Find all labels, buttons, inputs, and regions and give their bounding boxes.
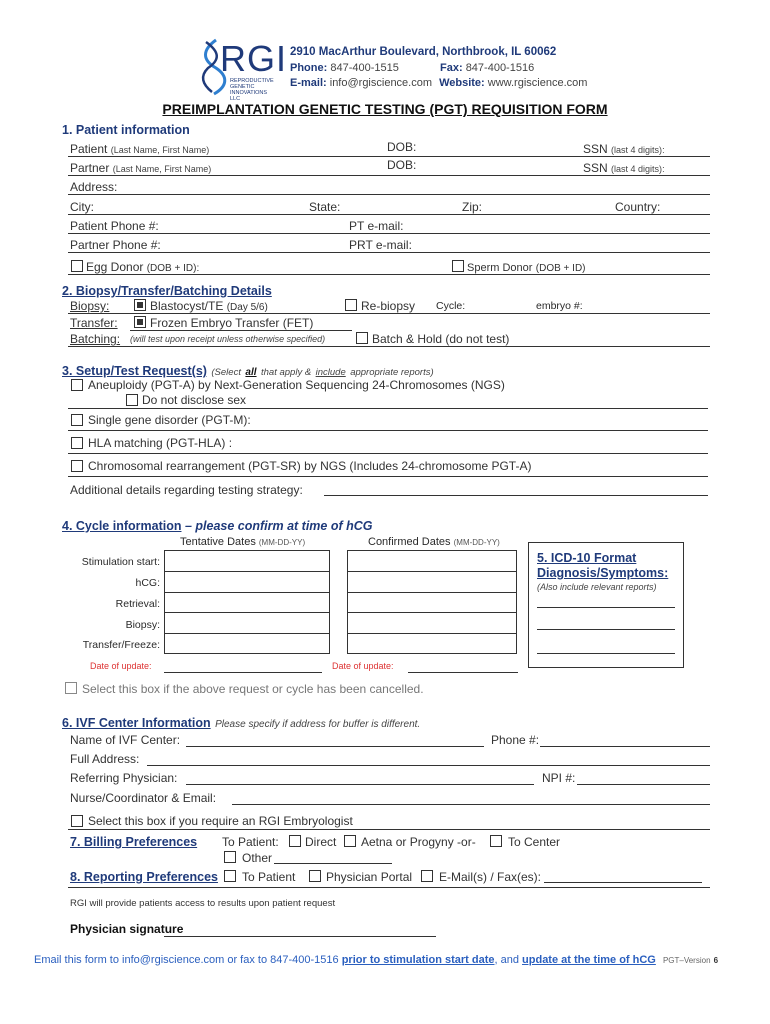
icd10-heading-a: 5. ICD-10 Format <box>537 551 637 565</box>
patient-ssn-label: SSN (last 4 digits): <box>583 142 665 156</box>
pgtsr-label: Chromosomal rearrangement (PGT-SR) by NGS (Includes 24-chromosome PGT-A) <box>88 459 532 473</box>
embryo-label: embryo #: <box>536 300 583 312</box>
city-line[interactable] <box>68 214 710 215</box>
batching-label: Batching: <box>70 332 121 346</box>
fax-label: Fax: <box>440 62 463 74</box>
ivf-center-label: Name of IVF Center: <box>70 733 181 747</box>
patient-name-label <box>70 142 209 156</box>
tentative-cell[interactable] <box>165 572 329 593</box>
tentative-header <box>180 536 305 548</box>
confirmed-dates-grid <box>347 550 517 654</box>
nurse-label: Nurse/Coordinator & Email: <box>70 791 217 805</box>
partner-ssn-label: SSN (last 4 digits): <box>583 161 665 175</box>
egg-donor-checkbox[interactable] <box>71 260 83 272</box>
logo-text: RGI <box>220 38 288 79</box>
physician-label: Referring Physician: <box>70 771 178 785</box>
transfer-label: Transfer: <box>70 316 118 330</box>
zip-label: Zip: <box>462 200 483 214</box>
icd10-hint: (Also include relevant reports) <box>537 582 657 592</box>
blastocyst-checkbox[interactable] <box>134 299 146 311</box>
sperm-donor-label <box>467 260 586 274</box>
batching-line[interactable] <box>68 346 710 347</box>
partner-hint: (Last Name, First Name) <box>112 164 212 174</box>
pgtm-checkbox[interactable] <box>71 414 83 426</box>
pt-email-label: PT e-mail: <box>349 219 404 233</box>
additional-details-label: Additional details regarding testing strategy: <box>70 483 303 497</box>
section-3-heading: 3. Setup/Test Request(s) <box>62 364 207 378</box>
portal-label: Physician Portal <box>326 870 413 884</box>
phone-value: 847-400-1515 <box>330 62 399 74</box>
cancelled-checkbox[interactable] <box>65 682 77 694</box>
section-6-heading-row <box>62 714 420 732</box>
biopsy-line[interactable] <box>68 313 710 314</box>
footer-version-number: 6 <box>713 956 719 965</box>
partner-line[interactable] <box>68 175 710 176</box>
partner-dob-label: DOB: <box>387 158 417 172</box>
report-to-patient-label: To Patient <box>242 870 296 884</box>
cycle-label: Cycle: <box>436 300 466 312</box>
full-address-line[interactable] <box>147 765 710 766</box>
fet-label: Frozen Embryo Transfer (FET) <box>150 316 314 330</box>
row-label-retrieval: Retrieval: <box>115 598 160 610</box>
ssn-hint: (last 4 digits) <box>611 164 663 174</box>
hla-label: HLA matching (PGT-HLA) : <box>88 436 233 450</box>
confirmed-cell[interactable] <box>348 551 516 572</box>
pgtm-label: Single gene disorder (PGT-M): <box>88 413 251 427</box>
confirmed-header <box>368 536 500 548</box>
partner-name-label <box>70 161 211 175</box>
patient-line[interactable] <box>68 156 710 157</box>
signature-line[interactable] <box>164 936 436 937</box>
hla-line[interactable] <box>68 453 708 454</box>
s3-hint-a: (Select <box>211 367 241 378</box>
section-6-hint: Please specify if address for buffer is different. <box>215 719 421 730</box>
header-fax-row <box>440 62 534 74</box>
form-title: PREIMPLANTATION GENETIC TESTING (PGT) REQUISITION FORM <box>162 101 608 117</box>
pgta-line[interactable] <box>68 408 708 409</box>
no-sex-checkbox[interactable] <box>126 394 138 406</box>
icd10-box <box>528 542 684 668</box>
billing-to-patient-label: To Patient: <box>222 835 279 849</box>
phone-label: Phone: <box>290 62 328 74</box>
biopsy-label: Biopsy: <box>70 299 110 313</box>
sperm-donor-checkbox[interactable] <box>452 260 464 272</box>
full-address-label: Full Address: <box>70 752 140 766</box>
ivf-phone-line[interactable] <box>540 746 710 747</box>
portal-checkbox[interactable] <box>309 870 321 882</box>
other-label: Other <box>242 851 273 865</box>
s3-hint-include: include <box>315 367 346 378</box>
patient-label: Patient <box>70 142 108 156</box>
sperm-donor-hint: (DOB + ID) <box>535 263 586 274</box>
email-fax-line[interactable] <box>544 882 702 883</box>
row-label-stim: Stimulation start: <box>81 556 160 568</box>
tentative-cell[interactable] <box>165 551 329 572</box>
other-line[interactable] <box>274 863 392 864</box>
footer-and: , and <box>494 954 519 966</box>
logo <box>198 38 288 102</box>
rebiopsy-checkbox[interactable] <box>345 299 357 311</box>
ivf-phone-label: Phone #: <box>491 733 540 747</box>
header-address: 2910 MacArthur Boulevard, Northbrook, IL 60062 <box>290 46 557 58</box>
direct-checkbox[interactable] <box>289 835 301 847</box>
blastocyst-text: Blastocyst/TE <box>150 299 224 313</box>
sperm-donor-text: Sperm Donor <box>467 262 533 274</box>
egg-donor-text: Egg Donor <box>86 260 144 274</box>
embryologist-checkbox[interactable] <box>71 815 83 827</box>
logo-subtext: REPRODUCTIVE GENETIC INNOVATIONS LLC <box>230 78 274 102</box>
header-phone-row <box>290 62 399 74</box>
tentative-text: Tentative Dates <box>180 536 256 548</box>
row-label-transfer: Transfer/Freeze: <box>82 639 160 651</box>
hla-checkbox[interactable] <box>71 437 83 449</box>
s3-hint-all: all <box>245 367 257 378</box>
footer-version-label: PGT–Version <box>662 956 711 965</box>
additional-details-line[interactable] <box>324 495 708 496</box>
partner-phone-line[interactable] <box>68 252 710 253</box>
transfer-line[interactable] <box>130 330 352 331</box>
pgtm-line[interactable] <box>68 430 708 431</box>
egg-donor-label <box>86 260 199 274</box>
physician-signature-label: Physician signature <box>70 922 184 936</box>
email-value[interactable]: info@rgiscience.com <box>329 77 433 89</box>
npi-label: NPI #: <box>542 771 576 785</box>
section-4-heading: 4. Cycle information <box>62 519 182 533</box>
footer-update-hcg: update at the time of hCG <box>522 954 656 966</box>
pgtsr-line[interactable] <box>68 476 708 477</box>
tentative-date-of-update-label: Date of update: <box>90 661 152 671</box>
patient-hint: (Last Name, First Name) <box>110 145 210 155</box>
confirmed-cell[interactable] <box>348 634 516 653</box>
city-label: City: <box>70 200 94 214</box>
patient-dob-label: DOB: <box>387 140 417 154</box>
address-line[interactable] <box>68 194 710 195</box>
fax-value: 847-400-1516 <box>465 62 535 74</box>
footer-prior-stim: prior to stimulation start date <box>341 954 495 966</box>
tentative-cell[interactable] <box>165 634 329 653</box>
blastocyst-hint: (Day 5/6) <box>226 302 268 313</box>
direct-label: Direct <box>305 835 337 849</box>
state-label: State: <box>309 200 341 214</box>
confirmed-hint: (MM-DD-YY) <box>453 538 500 547</box>
tentative-dates-grid <box>164 550 330 654</box>
results-access-note: RGI will provide patients access to results upon patient request <box>70 898 336 909</box>
other-checkbox[interactable] <box>224 851 236 863</box>
tentative-cell[interactable] <box>165 593 329 613</box>
batch-hold-checkbox[interactable] <box>356 332 368 344</box>
ssn-label: SSN <box>583 142 608 156</box>
aetna-checkbox[interactable] <box>344 835 356 847</box>
section-6-heading: 6. IVF Center Information <box>62 716 211 730</box>
rebiopsy-label: Re-biopsy <box>361 299 416 313</box>
pgta-label: Aneuploidy (PGT-A) by Next-Generation Sequencing 24-Chromosomes (NGS) <box>88 378 505 392</box>
patient-phone-line[interactable] <box>68 233 710 234</box>
reporting-line <box>68 887 710 888</box>
prt-email-label: PRT e-mail: <box>349 238 412 252</box>
s3-hint-c: appropriate reports) <box>350 367 434 378</box>
ivf-center-line[interactable] <box>186 746 484 747</box>
icd10-heading-b: Diagnosis/Symptoms: <box>537 566 669 580</box>
batch-hold-label: Batch & Hold (do not test) <box>372 332 510 346</box>
footer-text <box>34 954 718 966</box>
npi-line[interactable] <box>577 784 710 785</box>
ssn-hint: (last 4 digits) <box>611 145 663 155</box>
confirmed-date-of-update-label: Date of update: <box>332 661 394 671</box>
pgtsr-checkbox[interactable] <box>71 460 83 472</box>
aetna-label: Aetna or Progyny -or- <box>361 835 476 849</box>
website-label: Website: <box>439 77 485 89</box>
batching-hint: (will test upon receipt unless otherwise specified) <box>130 334 326 344</box>
header-email-row <box>290 77 587 89</box>
confirmed-cell[interactable] <box>348 572 516 593</box>
embryologist-line[interactable] <box>68 829 710 830</box>
physician-line[interactable] <box>186 784 534 785</box>
embryologist-label: Select this box if you require an RGI Embryologist <box>88 814 353 828</box>
icd10-line[interactable] <box>537 653 675 654</box>
nurse-line[interactable] <box>232 804 710 805</box>
confirmed-cell[interactable] <box>348 593 516 613</box>
row-label-hcg: hCG: <box>135 577 160 589</box>
email-fax-checkbox[interactable] <box>421 870 433 882</box>
tentative-hint: (MM-DD-YY) <box>258 538 306 547</box>
tentative-update-line[interactable] <box>164 672 322 673</box>
footer-email-instruction: Email this form to info@rgiscience.com or fax to 847-400-1516 <box>34 954 339 966</box>
icd10-line[interactable] <box>537 629 675 630</box>
partner-label: Partner <box>70 161 110 175</box>
email-fax-label: E-Mail(s) / Fax(es): <box>439 870 541 884</box>
section-1-heading: 1. Patient information <box>62 123 190 137</box>
email-label: E-mail: <box>290 77 327 89</box>
report-to-patient-checkbox[interactable] <box>224 870 236 882</box>
to-center-checkbox[interactable] <box>490 835 502 847</box>
section-4-heading-tail: – please confirm at time of hCG <box>181 519 373 533</box>
cancelled-label: Select this box if the above request or cycle has been cancelled. <box>82 682 424 696</box>
section-8-heading: 8. Reporting Preferences <box>70 870 218 884</box>
icd10-line[interactable] <box>537 607 675 608</box>
section-4-heading-row <box>62 517 373 535</box>
s3-hint-b: that apply & <box>261 367 312 378</box>
pgta-checkbox[interactable] <box>71 379 83 391</box>
website-value[interactable]: www.rgiscience.com <box>487 77 588 89</box>
donor-line[interactable] <box>68 274 710 275</box>
tentative-cell[interactable] <box>165 613 329 634</box>
row-label-biopsy: Biopsy: <box>125 619 160 631</box>
section-2-heading: 2. Biopsy/Transfer/Batching Details <box>62 284 272 298</box>
partner-phone-label: Partner Phone #: <box>70 238 161 252</box>
confirmed-text: Confirmed Dates <box>368 536 451 548</box>
ssn-label: SSN <box>583 161 608 175</box>
fet-checkbox[interactable] <box>134 316 146 328</box>
section-7-heading: 7. Billing Preferences <box>70 835 198 849</box>
country-label: Country: <box>615 200 661 214</box>
egg-donor-hint: (DOB + ID): <box>146 263 200 274</box>
blastocyst-label <box>150 299 268 313</box>
no-sex-label: Do not disclose sex <box>142 393 247 407</box>
confirmed-update-line[interactable] <box>408 672 518 673</box>
confirmed-cell[interactable] <box>348 613 516 634</box>
patient-phone-label: Patient Phone #: <box>70 219 159 233</box>
address-label: Address: <box>70 180 118 194</box>
to-center-label: To Center <box>508 835 561 849</box>
